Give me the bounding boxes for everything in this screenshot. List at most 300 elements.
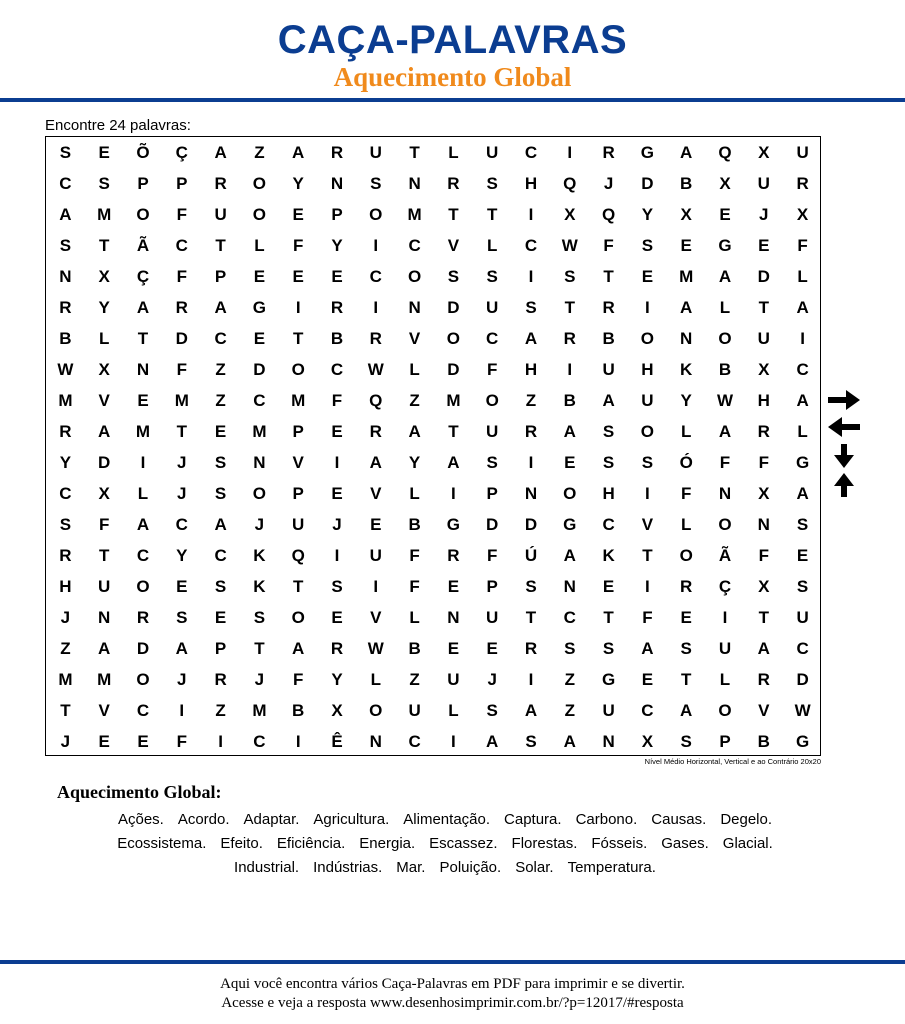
grid-letter[interactable]: E <box>641 670 654 689</box>
grid-letter[interactable]: Y <box>641 205 654 224</box>
grid-letter[interactable]: U <box>602 360 615 379</box>
grid-letter[interactable]: G <box>563 515 577 534</box>
grid-letter[interactable]: A <box>796 391 809 410</box>
grid-letter[interactable]: O <box>291 360 305 379</box>
grid-letter[interactable]: J <box>177 453 187 472</box>
grid-letter[interactable]: E <box>641 267 654 286</box>
grid-letter[interactable]: R <box>330 143 344 162</box>
grid-letter[interactable]: G <box>795 453 810 472</box>
grid-letter[interactable]: A <box>680 298 693 317</box>
grid-letter[interactable]: X <box>98 484 110 503</box>
grid-letter[interactable]: X <box>680 205 692 224</box>
grid-letter[interactable]: F <box>176 360 187 379</box>
grid-letter[interactable]: N <box>369 732 382 751</box>
grid-letter[interactable]: U <box>796 143 809 162</box>
grid-letter[interactable]: O <box>136 670 150 689</box>
grid-letter[interactable]: J <box>759 205 769 224</box>
grid-letter[interactable]: H <box>524 174 538 193</box>
grid-letter[interactable]: S <box>370 174 382 193</box>
grid-letter[interactable]: O <box>252 205 267 224</box>
grid-letter[interactable]: U <box>292 515 305 534</box>
grid-letter[interactable]: Õ <box>136 143 150 162</box>
grid-letter[interactable]: Q <box>718 143 732 162</box>
grid-letter[interactable]: R <box>59 422 72 441</box>
grid-letter[interactable]: V <box>370 484 382 503</box>
grid-letter[interactable]: R <box>757 670 770 689</box>
grid-letter[interactable]: I <box>373 298 379 317</box>
grid-letter[interactable]: E <box>137 391 149 410</box>
grid-letter[interactable]: V <box>408 329 421 348</box>
grid-letter[interactable]: H <box>641 360 654 379</box>
grid-letter[interactable]: F <box>99 515 110 534</box>
grid-letter[interactable]: Q <box>601 205 616 224</box>
grid-letter[interactable]: M <box>252 701 267 720</box>
grid-letter[interactable]: K <box>602 546 615 565</box>
grid-letter[interactable]: S <box>641 236 654 255</box>
grid-letter[interactable]: L <box>719 298 731 317</box>
grid-letter[interactable]: C <box>524 236 538 255</box>
grid-letter[interactable]: Ã <box>718 546 732 565</box>
grid-letter[interactable]: H <box>602 484 615 503</box>
grid-letter[interactable]: C <box>369 267 382 286</box>
grid-letter[interactable]: S <box>486 174 498 193</box>
grid-letter[interactable]: X <box>796 205 809 224</box>
grid-letter[interactable]: E <box>292 205 304 224</box>
grid-letter[interactable]: N <box>330 174 344 193</box>
grid-letter[interactable]: T <box>603 608 614 627</box>
grid-letter[interactable]: T <box>564 298 575 317</box>
grid-letter[interactable]: O <box>407 267 422 286</box>
grid-letter[interactable]: A <box>292 639 305 658</box>
grid-letter[interactable]: B <box>59 329 72 348</box>
grid-letter[interactable]: I <box>295 298 301 317</box>
grid-letter[interactable]: J <box>254 515 265 534</box>
grid-letter[interactable]: U <box>447 670 460 689</box>
grid-letter[interactable]: R <box>59 298 72 317</box>
grid-letter[interactable]: N <box>136 360 150 379</box>
grid-letter[interactable]: S <box>253 608 266 627</box>
grid-letter[interactable]: A <box>680 143 693 162</box>
grid-letter[interactable]: Q <box>369 391 383 410</box>
grid-letter[interactable]: B <box>680 174 693 193</box>
grid-letter[interactable]: A <box>563 422 576 441</box>
grid-letter[interactable]: L <box>370 670 381 689</box>
grid-letter[interactable]: C <box>408 732 421 751</box>
grid-letter[interactable]: G <box>252 298 267 317</box>
grid-letter[interactable]: C <box>59 174 72 193</box>
grid-letter[interactable]: M <box>291 391 306 410</box>
grid-letter[interactable]: J <box>60 608 71 627</box>
grid-letter[interactable]: A <box>369 453 382 472</box>
grid-letter[interactable]: O <box>718 329 732 348</box>
grid-letter[interactable]: A <box>757 639 770 658</box>
grid-letter[interactable]: E <box>486 639 498 658</box>
grid-letter[interactable]: I <box>528 205 534 224</box>
grid-letter[interactable]: S <box>214 577 227 596</box>
grid-letter[interactable]: U <box>718 639 732 658</box>
grid-letter[interactable]: P <box>214 639 227 658</box>
grid-letter[interactable]: Y <box>680 391 692 410</box>
grid-letter[interactable]: L <box>448 143 459 162</box>
grid-letter[interactable]: E <box>253 329 266 348</box>
grid-letter[interactable]: T <box>758 608 769 627</box>
grid-letter[interactable]: A <box>98 422 111 441</box>
grid-letter[interactable]: V <box>370 608 382 627</box>
grid-letter[interactable]: G <box>601 670 616 689</box>
grid-letter[interactable]: R <box>757 422 770 441</box>
grid-letter[interactable]: F <box>487 360 498 379</box>
grid-letter[interactable]: Q <box>291 546 305 565</box>
grid-letter[interactable]: X <box>719 174 731 193</box>
grid-letter[interactable]: A <box>563 546 576 565</box>
grid-letter[interactable]: C <box>602 515 615 534</box>
grid-letter[interactable]: I <box>528 267 534 286</box>
grid-letter[interactable]: L <box>409 360 420 379</box>
grid-letter[interactable]: W <box>716 391 734 410</box>
grid-letter[interactable]: F <box>176 267 187 286</box>
grid-letter[interactable]: N <box>602 732 615 751</box>
grid-letter[interactable]: J <box>60 732 71 751</box>
grid-letter[interactable]: C <box>563 608 576 627</box>
grid-letter[interactable]: M <box>97 205 112 224</box>
grid-letter[interactable]: V <box>98 701 110 720</box>
grid-letter[interactable]: O <box>252 484 267 503</box>
grid-letter[interactable]: D <box>447 298 460 317</box>
grid-letter[interactable]: E <box>796 546 809 565</box>
grid-letter[interactable]: F <box>603 236 614 255</box>
grid-letter[interactable]: D <box>447 360 460 379</box>
grid-letter[interactable]: C <box>486 329 499 348</box>
grid-letter[interactable]: S <box>602 453 615 472</box>
grid-letter[interactable]: I <box>645 577 650 596</box>
grid-letter[interactable]: T <box>487 205 498 224</box>
grid-letter[interactable]: F <box>758 453 769 472</box>
grid-letter[interactable]: G <box>795 732 810 751</box>
grid-letter[interactable]: U <box>98 577 111 596</box>
grid-letter[interactable]: C <box>175 515 188 534</box>
grid-letter[interactable]: B <box>757 732 770 751</box>
grid-letter[interactable]: Q <box>563 174 577 193</box>
grid-letter[interactable]: Y <box>59 453 72 472</box>
grid-letter[interactable]: O <box>679 546 693 565</box>
grid-letter[interactable]: O <box>640 329 655 348</box>
grid-letter[interactable]: T <box>99 546 110 565</box>
grid-letter[interactable]: A <box>98 639 111 658</box>
grid-letter[interactable]: A <box>214 298 227 317</box>
grid-letter[interactable]: O <box>640 422 655 441</box>
grid-letter[interactable]: B <box>408 639 421 658</box>
grid-letter[interactable]: N <box>524 484 538 503</box>
grid-letter[interactable]: T <box>409 143 420 162</box>
grid-letter[interactable]: A <box>136 298 150 317</box>
grid-letter[interactable]: L <box>254 236 265 255</box>
grid-letter[interactable]: L <box>681 515 692 534</box>
grid-letter[interactable]: X <box>641 732 654 751</box>
grid-letter[interactable]: S <box>641 453 654 472</box>
grid-letter[interactable]: A <box>602 391 615 410</box>
grid-letter[interactable]: A <box>796 298 809 317</box>
grid-letter[interactable]: S <box>602 639 615 658</box>
grid-letter[interactable]: A <box>718 267 732 286</box>
grid-letter[interactable]: T <box>137 329 149 348</box>
grid-letter[interactable]: K <box>680 360 693 379</box>
grid-letter[interactable]: D <box>253 360 266 379</box>
grid-letter[interactable]: D <box>486 515 499 534</box>
grid-letter[interactable]: R <box>447 174 460 193</box>
grid-letter[interactable]: Z <box>564 701 575 720</box>
grid-letter[interactable]: R <box>59 546 72 565</box>
grid-letter[interactable]: R <box>524 422 538 441</box>
grid-letter[interactable]: I <box>373 236 379 255</box>
grid-letter[interactable]: S <box>486 453 498 472</box>
grid-letter[interactable]: L <box>99 329 110 348</box>
grid-letter[interactable]: Z <box>409 391 420 410</box>
grid-letter[interactable]: T <box>642 546 653 565</box>
grid-letter[interactable]: A <box>563 732 576 751</box>
grid-letter[interactable]: A <box>524 329 538 348</box>
grid-letter[interactable]: E <box>564 453 576 472</box>
grid-letter[interactable]: T <box>293 577 304 596</box>
grid-letter[interactable]: K <box>253 577 266 596</box>
grid-letter[interactable]: U <box>757 174 770 193</box>
grid-letter[interactable]: H <box>757 391 770 410</box>
grid-letter[interactable]: P <box>292 484 304 503</box>
grid-letter[interactable]: E <box>292 267 304 286</box>
grid-letter[interactable]: E <box>447 639 460 658</box>
grid-letter[interactable]: I <box>179 701 185 720</box>
grid-letter[interactable]: D <box>796 670 809 689</box>
grid-letter[interactable]: E <box>331 267 343 286</box>
grid-letter[interactable]: J <box>177 670 187 689</box>
grid-letter[interactable]: S <box>602 422 615 441</box>
grid-letter[interactable]: R <box>602 298 615 317</box>
grid-letter[interactable]: S <box>796 515 809 534</box>
grid-letter[interactable]: A <box>292 143 305 162</box>
grid-letter[interactable]: F <box>487 546 498 565</box>
grid-letter[interactable]: G <box>640 143 655 162</box>
grid-letter[interactable]: O <box>446 329 461 348</box>
grid-letter[interactable]: C <box>59 484 72 503</box>
grid-letter[interactable]: L <box>797 267 808 286</box>
grid-letter[interactable]: E <box>447 577 460 596</box>
grid-letter[interactable]: R <box>602 143 615 162</box>
grid-letter[interactable]: V <box>758 701 770 720</box>
grid-letter[interactable]: S <box>176 608 188 627</box>
grid-letter[interactable]: D <box>641 174 654 193</box>
grid-letter[interactable]: V <box>98 391 110 410</box>
grid-letter[interactable]: T <box>525 608 537 627</box>
grid-letter[interactable]: S <box>796 577 809 596</box>
grid-letter[interactable]: H <box>59 577 72 596</box>
grid-letter[interactable]: X <box>758 143 770 162</box>
grid-letter[interactable]: E <box>331 608 343 627</box>
grid-letter[interactable]: A <box>408 422 421 441</box>
grid-letter[interactable]: Z <box>525 391 537 410</box>
grid-letter[interactable]: A <box>214 515 227 534</box>
grid-letter[interactable]: L <box>487 236 498 255</box>
grid-letter[interactable]: S <box>214 453 227 472</box>
grid-letter[interactable]: S <box>59 143 72 162</box>
grid-letter[interactable]: Ó <box>679 453 693 472</box>
grid-letter[interactable]: L <box>448 701 459 720</box>
grid-letter[interactable]: X <box>98 360 110 379</box>
grid-letter[interactable]: E <box>176 577 188 596</box>
grid-letter[interactable]: F <box>642 608 653 627</box>
grid-letter[interactable]: C <box>214 546 227 565</box>
grid-letter[interactable]: M <box>174 391 189 410</box>
grid-letter[interactable]: C <box>330 360 344 379</box>
grid-letter[interactable]: F <box>293 670 304 689</box>
grid-letter[interactable]: N <box>59 267 72 286</box>
grid-letter[interactable]: T <box>448 422 459 441</box>
grid-letter[interactable]: C <box>175 236 188 255</box>
grid-letter[interactable]: E <box>758 236 770 255</box>
grid-letter[interactable]: Z <box>60 639 71 658</box>
grid-letter[interactable]: I <box>800 329 805 348</box>
grid-letter[interactable]: P <box>486 484 498 503</box>
grid-letter[interactable]: Z <box>254 143 265 162</box>
grid-letter[interactable]: O <box>136 577 150 596</box>
grid-letter[interactable]: E <box>370 515 382 534</box>
grid-letter[interactable]: X <box>331 701 343 720</box>
grid-letter[interactable]: C <box>796 360 809 379</box>
grid-letter[interactable]: K <box>253 546 266 565</box>
grid-letter[interactable]: F <box>331 391 343 410</box>
grid-letter[interactable]: S <box>525 298 537 317</box>
grid-letter[interactable]: S <box>447 267 460 286</box>
grid-letter[interactable]: I <box>645 298 650 317</box>
grid-letter[interactable]: A <box>796 484 809 503</box>
grid-letter[interactable]: T <box>681 670 692 689</box>
grid-letter[interactable]: S <box>486 701 498 720</box>
grid-letter[interactable]: E <box>214 608 227 627</box>
grid-letter[interactable]: S <box>486 267 498 286</box>
grid-letter[interactable]: Ê <box>331 732 343 751</box>
grid-letter[interactable]: U <box>796 608 809 627</box>
grid-letter[interactable]: Y <box>176 546 188 565</box>
grid-letter[interactable]: S <box>680 732 692 751</box>
grid-letter[interactable]: N <box>408 298 421 317</box>
grid-letter[interactable]: I <box>528 453 534 472</box>
grid-letter[interactable]: P <box>292 422 304 441</box>
grid-letter[interactable]: A <box>680 701 693 720</box>
grid-letter[interactable]: R <box>524 639 538 658</box>
grid-letter[interactable]: I <box>567 360 573 379</box>
grid-letter[interactable]: U <box>408 701 421 720</box>
grid-letter[interactable]: D <box>524 515 538 534</box>
grid-letter[interactable]: A <box>524 701 538 720</box>
grid-letter[interactable]: I <box>334 546 340 565</box>
grid-letter[interactable]: R <box>680 577 693 596</box>
grid-letter[interactable]: O <box>369 701 383 720</box>
grid-letter[interactable]: P <box>214 267 227 286</box>
grid-letter[interactable]: E <box>137 732 149 751</box>
grid-letter[interactable]: B <box>718 360 732 379</box>
grid-letter[interactable]: O <box>136 205 150 224</box>
grid-letter[interactable]: X <box>758 360 770 379</box>
grid-letter[interactable]: Z <box>409 670 420 689</box>
grid-letter[interactable]: U <box>369 546 382 565</box>
grid-letter[interactable]: N <box>757 515 770 534</box>
grid-letter[interactable]: P <box>719 732 731 751</box>
grid-letter[interactable]: I <box>218 732 223 751</box>
grid-letter[interactable]: S <box>214 484 227 503</box>
grid-letter[interactable]: B <box>563 391 576 410</box>
grid-letter[interactable]: M <box>679 267 694 286</box>
grid-letter[interactable]: O <box>718 515 732 534</box>
grid-letter[interactable]: S <box>564 639 576 658</box>
grid-letter[interactable]: F <box>176 732 187 751</box>
grid-letter[interactable]: L <box>137 484 149 503</box>
grid-letter[interactable]: A <box>486 732 499 751</box>
grid-letter[interactable]: A <box>175 639 188 658</box>
grid-letter[interactable]: F <box>176 205 187 224</box>
grid-letter[interactable]: R <box>447 546 460 565</box>
grid-letter[interactable]: E <box>214 422 227 441</box>
grid-letter[interactable]: Z <box>564 670 575 689</box>
grid-letter[interactable]: D <box>757 267 770 286</box>
grid-letter[interactable]: U <box>486 608 499 627</box>
grid-letter[interactable]: Z <box>215 391 226 410</box>
grid-letter[interactable]: E <box>602 577 615 596</box>
grid-letter[interactable]: X <box>758 484 770 503</box>
grid-letter[interactable]: Ç <box>175 143 188 162</box>
grid-letter[interactable]: U <box>214 205 227 224</box>
grid-letter[interactable]: S <box>331 577 343 596</box>
grid-letter[interactable]: E <box>98 143 110 162</box>
grid-letter[interactable]: I <box>295 732 301 751</box>
grid-letter[interactable]: L <box>409 484 420 503</box>
grid-letter[interactable]: O <box>291 608 305 627</box>
grid-letter[interactable]: T <box>254 639 265 658</box>
grid-letter[interactable]: F <box>681 484 692 503</box>
grid-letter[interactable]: B <box>408 515 421 534</box>
grid-letter[interactable]: Z <box>215 701 226 720</box>
grid-letter[interactable]: I <box>140 453 146 472</box>
grid-letter[interactable]: S <box>59 236 72 255</box>
grid-letter[interactable]: Ã <box>136 236 150 255</box>
grid-letter[interactable]: I <box>451 484 456 503</box>
grid-letter[interactable]: Y <box>331 236 343 255</box>
grid-letter[interactable]: T <box>99 236 110 255</box>
grid-letter[interactable]: C <box>253 391 266 410</box>
grid-letter[interactable]: W <box>561 236 578 255</box>
grid-letter[interactable]: A <box>641 639 654 658</box>
grid-letter[interactable]: I <box>645 484 650 503</box>
grid-letter[interactable]: N <box>98 608 111 627</box>
grid-letter[interactable]: Y <box>98 298 110 317</box>
grid-letter[interactable]: C <box>136 701 150 720</box>
grid-letter[interactable]: O <box>485 391 499 410</box>
grid-letter[interactable]: A <box>447 453 460 472</box>
grid-letter[interactable]: C <box>136 546 150 565</box>
grid-letter[interactable]: T <box>215 236 226 255</box>
grid-letter[interactable]: B <box>292 701 305 720</box>
grid-letter[interactable]: T <box>448 205 459 224</box>
grid-letter[interactable]: N <box>563 577 576 596</box>
grid-letter[interactable]: P <box>331 205 343 224</box>
grid-letter[interactable]: Y <box>331 670 343 689</box>
grid-letter[interactable]: X <box>564 205 576 224</box>
grid-letter[interactable]: U <box>641 391 654 410</box>
grid-letter[interactable]: Y <box>408 453 421 472</box>
grid-letter[interactable]: C <box>253 732 266 751</box>
grid-letter[interactable]: R <box>369 422 382 441</box>
grid-letter[interactable]: E <box>719 205 731 224</box>
grid-letter[interactable]: A <box>214 143 227 162</box>
grid-letter[interactable]: E <box>253 267 266 286</box>
grid-letter[interactable]: N <box>408 174 421 193</box>
